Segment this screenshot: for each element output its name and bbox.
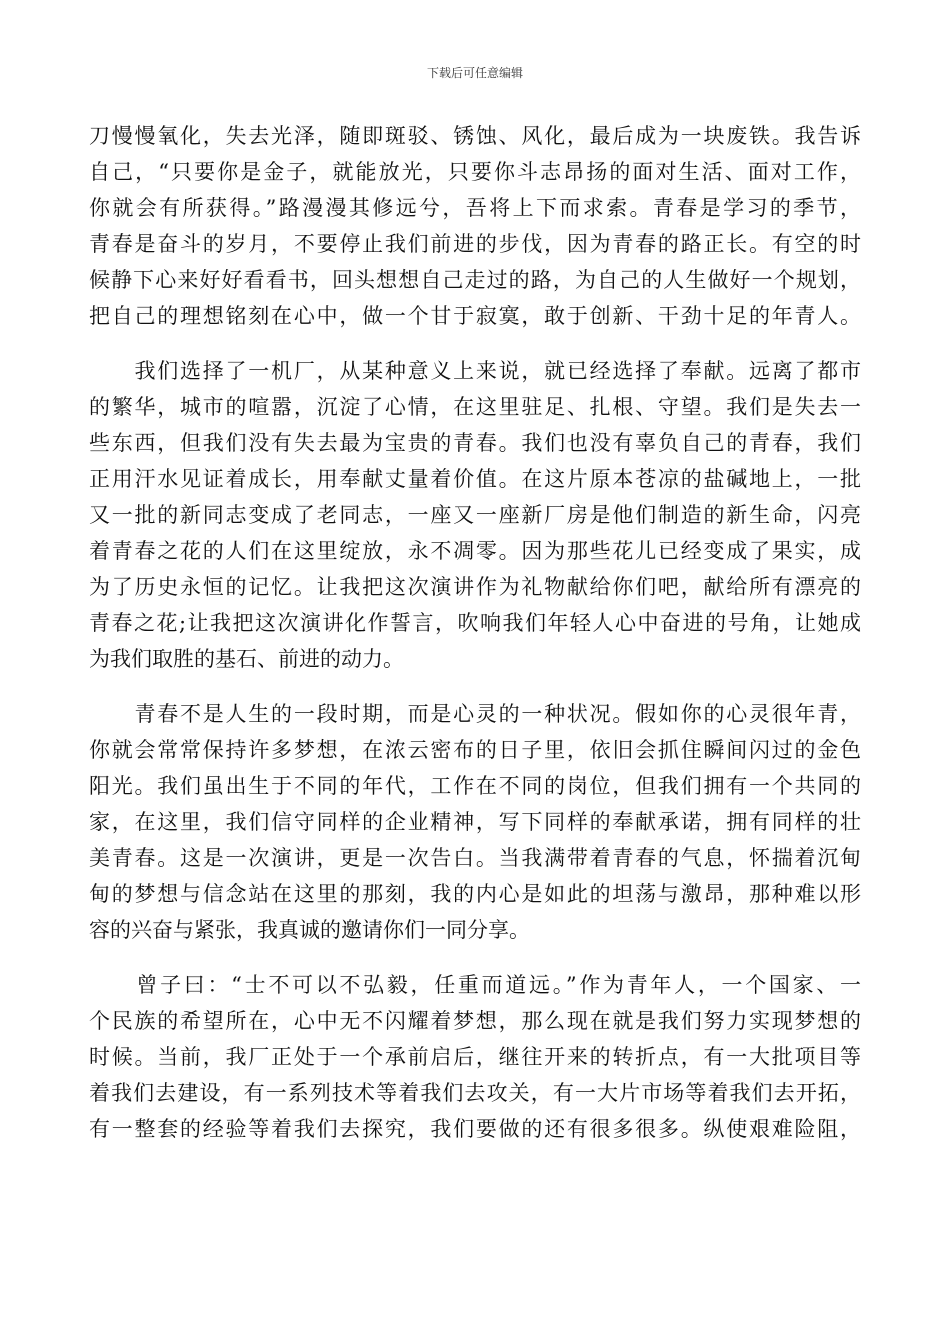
paragraph-3	[89, 696, 861, 948]
text-line: 些东西，但我们没有失去最为宝贵的青春。我们也没有辜负自己的青春，我们	[89, 431, 861, 455]
text-line: 着青春之花的人们在这里绽放，永不凋零。因为那些花儿已经变成了果实，成	[89, 539, 861, 563]
text-line: 青春之花;让我把这次演讲化作誓言，吹响我们年轻人心中奋进的号角，让她成	[89, 611, 861, 635]
body-text	[89, 118, 861, 1166]
paragraph-2	[89, 353, 861, 677]
text-line: 我们选择了一机厂，从某种意义上来说，就已经选择了奉献。远离了都市	[89, 359, 861, 383]
text-line: 着我们去建设，有一系列技术等着我们去攻关，有一大片市场等着我们去开拓，	[89, 1081, 861, 1105]
text-line: 的繁华，城市的喧嚣，沉淀了心情，在这里驻足、扎根、守望。我们是失去一	[89, 395, 861, 419]
page-header: 下载后可任意编辑	[426, 66, 523, 80]
text-line: 你就会有所获得。”路漫漫其修远兮，吾将上下而求索。青春是学习的季节，	[89, 196, 861, 220]
text-line: 又一批的新同志变成了老同志，一座又一座新厂房是他们制造的新生命，闪亮	[89, 503, 861, 527]
text-line: 青春是奋斗的岁月，不要停止我们前进的步伐，因为青春的路正长。有空的时	[89, 232, 861, 256]
text-line: 家，在这里，我们信守同样的企业精神，写下同样的奉献承诺，拥有同样的壮	[89, 810, 861, 834]
text-line: 个民族的希望所在，心中无不闪耀着梦想，那么现在就是我们努力实现梦想的	[89, 1009, 861, 1033]
text-line: 甸的梦想与信念站在这里的那刻，我的内心是如此的坦荡与激昂，那种难以形	[89, 882, 861, 906]
text-line: 刀慢慢氧化，失去光泽，随即斑驳、锈蚀、风化，最后成为一块废铁。我告诉	[89, 124, 861, 148]
text-line: 有一整套的经验等着我们去探究，我们要做的还有很多很多。纵使艰难险阻，	[89, 1117, 861, 1141]
text-line: 美青春。这是一次演讲，更是一次告白。当我满带着青春的气息，怀揣着沉甸	[89, 846, 861, 870]
text-line: 青春不是人生的一段时期，而是心灵的一种状况。假如你的心灵很年青，	[89, 702, 861, 726]
text-line: 候静下心来好好看看书，回头想想自己走过的路，为自己的人生做好一个规划，	[89, 268, 861, 292]
text-line: 阳光。我们虽出生于不同的年代，工作在不同的岗位，但我们拥有一个共同的	[89, 774, 861, 798]
text-line: 为我们取胜的基石、前进的动力。	[89, 647, 404, 671]
paragraph-1	[89, 118, 861, 334]
text-line: 为了历史永恒的记忆。让我把这次演讲作为礼物献给你们吧，献给所有漂亮的	[89, 575, 861, 599]
text-line: 容的兴奋与紧张，我真诚的邀请你们一同分享。	[89, 918, 530, 942]
paragraph-4	[89, 967, 861, 1147]
text-line: 正用汗水见证着成长，用奉献丈量着价值。在这片原本苍凉的盐碱地上，一批	[89, 467, 861, 491]
text-line: 把自己的理想铭刻在心中，做一个甘于寂寞，敢于创新、干劲十足的年青人。	[89, 304, 861, 328]
text-line: 你就会常常保持许多梦想，在浓云密布的日子里，依旧会抓住瞬间闪过的金色	[89, 738, 861, 762]
text-line: 时候。当前，我厂正处于一个承前启后，继往开来的转折点，有一大批项目等	[89, 1045, 861, 1069]
text-line: 自己，“只要你是金子，就能放光，只要你斗志昂扬的面对生活、面对工作，	[89, 160, 861, 184]
text-line: 曾子曰：“士不可以不弘毅，任重而道远。”作为青年人，一个国家、一	[89, 973, 861, 997]
